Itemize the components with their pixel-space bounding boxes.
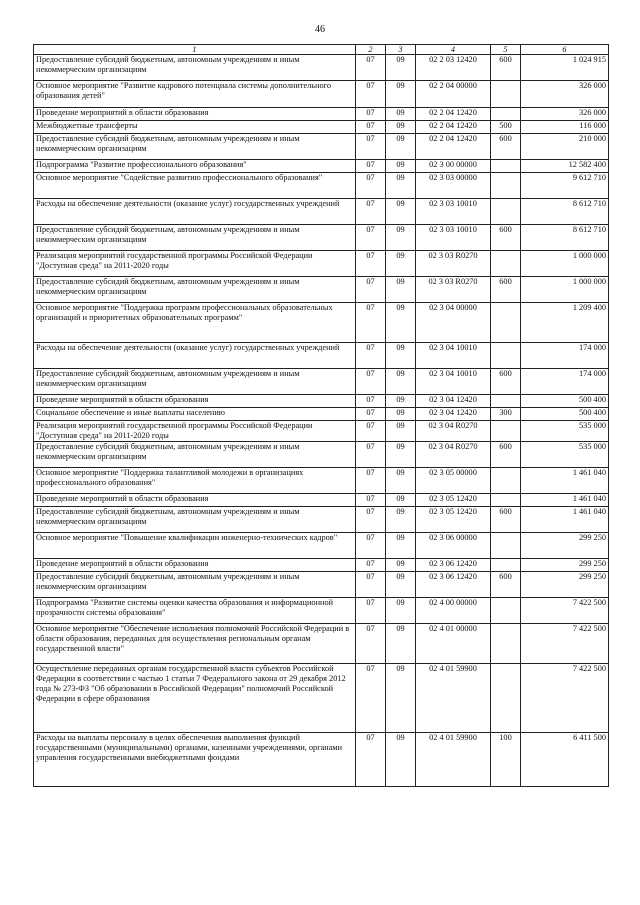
table-row <box>34 173 609 199</box>
row-amount: 6 411 500 <box>521 733 609 787</box>
row-name: Проведение мероприятий в области образования <box>34 395 356 408</box>
row-section: 07 <box>356 664 386 733</box>
row-section: 07 <box>356 369 386 395</box>
row-expense-type <box>491 395 521 408</box>
row-expense-type <box>491 421 521 442</box>
row-name: Реализация мероприятий государственной программы Российской Федерации "Доступная среда" на 2011-2020 годы <box>34 421 356 442</box>
table-row <box>34 199 609 225</box>
row-section: 07 <box>356 395 386 408</box>
row-amount: 1 461 040 <box>521 507 609 533</box>
table-row <box>34 421 609 442</box>
row-expense-type <box>491 160 521 173</box>
row-name: Предоставление субсидий бюджетным, автономным учреждениям и иным некоммерческим организациям <box>34 369 356 395</box>
row-target-code: 02 2 04 12420 <box>416 134 491 160</box>
row-amount: 326 000 <box>521 81 609 108</box>
row-expense-type: 600 <box>491 572 521 598</box>
row-target-code: 02 3 06 12420 <box>416 559 491 572</box>
row-amount: 9 612 710 <box>521 173 609 199</box>
row-subsection: 09 <box>386 369 416 395</box>
row-name: Проведение мероприятий в области образования <box>34 494 356 507</box>
row-name: Основное мероприятие "Поддержка талантливой молодежи в организациях профессионального образования" <box>34 468 356 494</box>
row-name: Предоставление субсидий бюджетным, автономным учреждениям и иным некоммерческим организациям <box>34 572 356 598</box>
row-name: Основное мероприятие "Развитие кадрового потенциала системы дополнительного образования детей" <box>34 81 356 108</box>
row-name: Основное мероприятие "Содействие развитию профессионального образования" <box>34 173 356 199</box>
table-row <box>34 733 609 787</box>
row-expense-type <box>491 664 521 733</box>
row-target-code: 02 3 06 12420 <box>416 572 491 598</box>
row-subsection: 09 <box>386 598 416 624</box>
row-name: Предоставление субсидий бюджетным, автономным учреждениям и иным некоммерческим организациям <box>34 134 356 160</box>
row-name: Реализация мероприятий государственной программы Российской Федерации "Доступная среда" на 2011-2020 годы <box>34 251 356 277</box>
table-row <box>34 468 609 494</box>
table-row <box>34 108 609 121</box>
row-subsection: 09 <box>386 343 416 369</box>
row-section: 07 <box>356 468 386 494</box>
row-amount: 210 000 <box>521 134 609 160</box>
table-row <box>34 277 609 303</box>
row-target-code: 02 4 01 59900 <box>416 664 491 733</box>
row-expense-type: 600 <box>491 55 521 81</box>
row-section: 07 <box>356 442 386 468</box>
row-section: 07 <box>356 173 386 199</box>
row-amount: 174 000 <box>521 369 609 395</box>
row-subsection: 09 <box>386 624 416 664</box>
row-subsection: 09 <box>386 421 416 442</box>
row-section: 07 <box>356 421 386 442</box>
row-name: Предоставление субсидий бюджетным, автономным учреждениям и иным некоммерческим организациям <box>34 277 356 303</box>
row-subsection: 09 <box>386 442 416 468</box>
row-expense-type: 600 <box>491 225 521 251</box>
row-subsection: 09 <box>386 225 416 251</box>
row-name: Подпрограмма "Развитие профессионального образования" <box>34 160 356 173</box>
row-target-code: 02 3 00 00000 <box>416 160 491 173</box>
row-amount: 116 000 <box>521 121 609 134</box>
row-amount: 500 400 <box>521 408 609 421</box>
row-target-code: 02 3 04 10010 <box>416 369 491 395</box>
row-subsection: 09 <box>386 507 416 533</box>
row-target-code: 02 2 04 12420 <box>416 121 491 134</box>
row-target-code: 02 2 03 12420 <box>416 55 491 81</box>
row-target-code: 02 3 04 12420 <box>416 408 491 421</box>
row-expense-type <box>491 468 521 494</box>
row-expense-type <box>491 199 521 225</box>
row-name: Расходы на обеспечение деятельности (оказание услуг) государственных учреждений <box>34 343 356 369</box>
row-section: 07 <box>356 624 386 664</box>
row-expense-type <box>491 494 521 507</box>
row-name: Предоставление субсидий бюджетным, автономным учреждениям и иным некоммерческим организациям <box>34 225 356 251</box>
table-row <box>34 598 609 624</box>
table-body <box>34 55 609 787</box>
row-expense-type <box>491 303 521 343</box>
row-subsection: 09 <box>386 121 416 134</box>
row-name: Подпрограмма "Развитие системы оценки качества образования и информационной прозрачности системы образования" <box>34 598 356 624</box>
row-amount: 7 422 500 <box>521 598 609 624</box>
header-col-5: 5 <box>491 45 521 55</box>
row-name: Предоставление субсидий бюджетным, автономным учреждениям и иным некоммерческим организациям <box>34 507 356 533</box>
row-section: 07 <box>356 507 386 533</box>
row-expense-type: 100 <box>491 733 521 787</box>
table-row <box>34 507 609 533</box>
row-section: 07 <box>356 251 386 277</box>
row-subsection: 09 <box>386 55 416 81</box>
row-section: 07 <box>356 408 386 421</box>
row-target-code: 02 3 04 00000 <box>416 303 491 343</box>
row-section: 07 <box>356 225 386 251</box>
table-row <box>34 369 609 395</box>
table-row <box>34 533 609 559</box>
row-target-code: 02 3 04 R0270 <box>416 421 491 442</box>
table-row <box>34 134 609 160</box>
row-subsection: 09 <box>386 572 416 598</box>
row-name: Основное мероприятие "Обеспечение исполнения полномочий Российской Федерации в области образования, переданных для осуществления региональным органам государственной власти" <box>34 624 356 664</box>
row-name: Расходы на выплаты персоналу в целях обеспечения выполнения функций государственными (муниципальными) органами, казенными учреждениями, органами управления государственными внебюджетными фондами <box>34 733 356 787</box>
row-target-code: 02 3 03 R0270 <box>416 251 491 277</box>
row-amount: 1 209 400 <box>521 303 609 343</box>
row-expense-type <box>491 559 521 572</box>
header-col-2: 2 <box>356 45 386 55</box>
header-col-3: 3 <box>386 45 416 55</box>
row-section: 07 <box>356 277 386 303</box>
row-expense-type: 600 <box>491 277 521 303</box>
row-amount: 1 461 040 <box>521 468 609 494</box>
row-subsection: 09 <box>386 408 416 421</box>
header-col-4: 4 <box>416 45 491 55</box>
row-subsection: 09 <box>386 160 416 173</box>
row-subsection: 09 <box>386 108 416 121</box>
row-amount: 12 582 400 <box>521 160 609 173</box>
row-section: 07 <box>356 55 386 81</box>
row-subsection: 09 <box>386 303 416 343</box>
row-name: Предоставление субсидий бюджетным, автономным учреждениям и иным некоммерческим организациям <box>34 55 356 81</box>
row-amount: 7 422 500 <box>521 664 609 733</box>
row-amount: 535 000 <box>521 421 609 442</box>
table-row <box>34 81 609 108</box>
row-subsection: 09 <box>386 134 416 160</box>
row-section: 07 <box>356 598 386 624</box>
row-section: 07 <box>356 572 386 598</box>
table-header-row <box>34 45 609 55</box>
row-name: Межбюджетные трансферты <box>34 121 356 134</box>
row-subsection: 09 <box>386 533 416 559</box>
table-row <box>34 624 609 664</box>
row-amount: 1 000 000 <box>521 277 609 303</box>
table-row <box>34 572 609 598</box>
header-col-1: 1 <box>34 45 356 55</box>
row-subsection: 09 <box>386 277 416 303</box>
row-expense-type: 600 <box>491 369 521 395</box>
row-section: 07 <box>356 733 386 787</box>
table-row <box>34 408 609 421</box>
row-target-code: 02 3 04 R0270 <box>416 442 491 468</box>
row-expense-type: 600 <box>491 507 521 533</box>
row-expense-type: 300 <box>491 408 521 421</box>
row-amount: 299 250 <box>521 572 609 598</box>
row-amount: 500 400 <box>521 395 609 408</box>
row-target-code: 02 3 03 10010 <box>416 225 491 251</box>
row-target-code: 02 4 01 59900 <box>416 733 491 787</box>
row-target-code: 02 3 05 12420 <box>416 507 491 533</box>
row-amount: 1 000 000 <box>521 251 609 277</box>
table-row <box>34 559 609 572</box>
row-expense-type <box>491 81 521 108</box>
row-target-code: 02 3 04 12420 <box>416 395 491 408</box>
row-subsection: 09 <box>386 664 416 733</box>
row-expense-type <box>491 108 521 121</box>
row-amount: 1 461 040 <box>521 494 609 507</box>
row-expense-type: 500 <box>491 121 521 134</box>
table-row <box>34 343 609 369</box>
row-name: Расходы на обеспечение деятельности (оказание услуг) государственных учреждений <box>34 199 356 225</box>
row-section: 07 <box>356 533 386 559</box>
row-section: 07 <box>356 81 386 108</box>
table-row <box>34 225 609 251</box>
table-row <box>34 55 609 81</box>
row-name: Социальное обеспечение и иные выплаты населению <box>34 408 356 421</box>
row-target-code: 02 4 00 00000 <box>416 598 491 624</box>
budget-table <box>33 44 609 787</box>
row-amount: 8 612 710 <box>521 225 609 251</box>
row-section: 07 <box>356 134 386 160</box>
table-row <box>34 251 609 277</box>
header-col-6: 6 <box>521 45 609 55</box>
row-section: 07 <box>356 108 386 121</box>
row-expense-type <box>491 624 521 664</box>
row-target-code: 02 3 03 R0270 <box>416 277 491 303</box>
row-subsection: 09 <box>386 81 416 108</box>
row-target-code: 02 3 03 00000 <box>416 173 491 199</box>
row-expense-type: 600 <box>491 442 521 468</box>
row-name: Предоставление субсидий бюджетным, автономным учреждениям и иным некоммерческим организациям <box>34 442 356 468</box>
row-target-code: 02 3 04 10010 <box>416 343 491 369</box>
row-subsection: 09 <box>386 395 416 408</box>
row-section: 07 <box>356 559 386 572</box>
row-subsection: 09 <box>386 559 416 572</box>
row-target-code: 02 3 05 12420 <box>416 494 491 507</box>
row-expense-type <box>491 343 521 369</box>
table-row <box>34 303 609 343</box>
row-expense-type <box>491 598 521 624</box>
page-number: 46 <box>315 24 325 35</box>
row-amount: 299 250 <box>521 533 609 559</box>
table-row <box>34 395 609 408</box>
row-name: Проведение мероприятий в области образования <box>34 559 356 572</box>
row-target-code: 02 2 04 12420 <box>416 108 491 121</box>
row-section: 07 <box>356 199 386 225</box>
row-amount: 299 250 <box>521 559 609 572</box>
table-row <box>34 160 609 173</box>
row-name: Осуществление переданных органам государственной власти субъектов Российской Федерации в соответствии с частью 1 статьи 7 Федерального закона от 29 декабря 2012 года № 273-ФЗ "Об образовании в Российской Федерации" полномочий Российской Федерации в сфере образования <box>34 664 356 733</box>
row-subsection: 09 <box>386 494 416 507</box>
row-section: 07 <box>356 303 386 343</box>
row-subsection: 09 <box>386 733 416 787</box>
row-amount: 7 422 500 <box>521 624 609 664</box>
row-amount: 1 024 915 <box>521 55 609 81</box>
row-amount: 535 000 <box>521 442 609 468</box>
row-section: 07 <box>356 343 386 369</box>
row-target-code: 02 3 05 00000 <box>416 468 491 494</box>
row-section: 07 <box>356 160 386 173</box>
row-expense-type: 600 <box>491 134 521 160</box>
row-expense-type <box>491 251 521 277</box>
row-expense-type <box>491 533 521 559</box>
row-section: 07 <box>356 121 386 134</box>
row-amount: 326 000 <box>521 108 609 121</box>
row-expense-type <box>491 173 521 199</box>
row-subsection: 09 <box>386 468 416 494</box>
table-row <box>34 664 609 733</box>
row-amount: 174 000 <box>521 343 609 369</box>
table-row <box>34 494 609 507</box>
row-target-code: 02 2 04 00000 <box>416 81 491 108</box>
row-amount: 8 612 710 <box>521 199 609 225</box>
table-row <box>34 442 609 468</box>
row-subsection: 09 <box>386 173 416 199</box>
table-row <box>34 121 609 134</box>
row-name: Основное мероприятие "Поддержка программ профессиональных образовательных организаций и приоритетных образовательных программ" <box>34 303 356 343</box>
row-section: 07 <box>356 494 386 507</box>
row-target-code: 02 4 01 00000 <box>416 624 491 664</box>
row-name: Проведение мероприятий в области образования <box>34 108 356 121</box>
row-target-code: 02 3 03 10010 <box>416 199 491 225</box>
row-name: Основное мероприятие "Повышение квалификации инженерно-технических кадров" <box>34 533 356 559</box>
row-subsection: 09 <box>386 199 416 225</box>
row-target-code: 02 3 06 00000 <box>416 533 491 559</box>
row-subsection: 09 <box>386 251 416 277</box>
